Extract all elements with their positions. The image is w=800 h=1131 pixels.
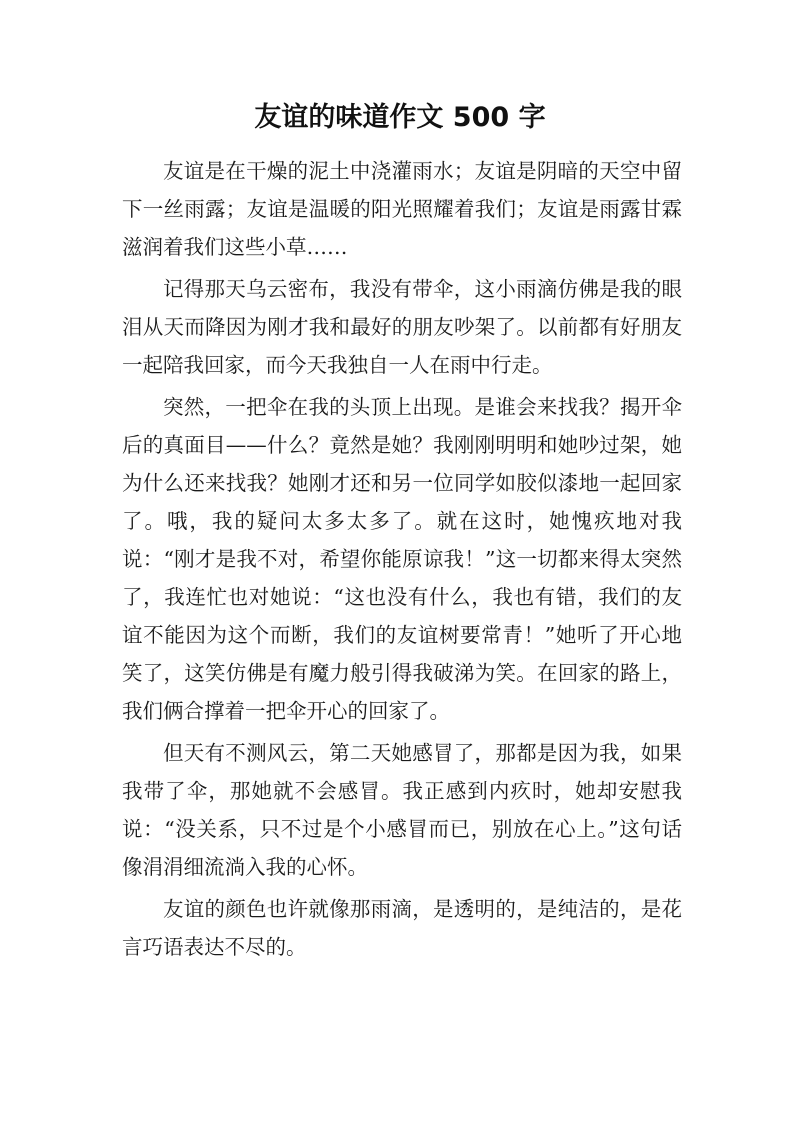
document-body [122, 152, 682, 970]
paragraph-4: 但天有不测风云，第二天她感冒了，那都是因为我，如果我带了伞，那她就不会感冒。我正感到内疚时，她却安慰我说：“没关系，只不过是个小感冒而已，别放在心上。”这句话像涓涓细流淌入我的心怀。 [122, 741, 682, 879]
paragraph-3: 突然，一把伞在我的头顶上出现。是谁会来找我？揭开伞后的真面目——什么？竟然是她？我刚刚明明和她吵过架，她为什么还来找我？她刚才还和另一位同学如胶似漆地一起回家了。哦，我的疑问太多太多了。就在这时，她愧疚地对我说：“刚才是我不对，希望你能原谅我！”这一切都来得太突然了，我连忙也对她说：“这也没有什么，我也有错，我们的友谊不能因为这个而断，我们的友谊树要常青！”她听了开心地笑了，这笑仿佛是有魔力般引得我破涕为笑。在回家的路上，我们俩合撑着一把伞开心的回家了。 [122, 395, 682, 723]
paragraph-1: 友谊是在干燥的泥土中浇灌雨水；友谊是阴暗的天空中留下一丝雨露；友谊是温暖的阳光照耀着我们；友谊是雨露甘霖滋润着我们这些小草…… [122, 159, 682, 259]
document-title: 友谊的味道作文 500 字 [254, 102, 546, 133]
paragraph-2: 记得那天乌云密布，我没有带伞，这小雨滴仿佛是我的眼泪从天而降因为刚才我和最好的朋友吵架了。以前都有好朋友一起陪我回家，而今天我独自一人在雨中行走。 [122, 277, 682, 377]
paragraph-5: 友谊的颜色也许就像那雨滴，是透明的，是纯洁的，是花言巧语表达不尽的。 [122, 897, 682, 959]
